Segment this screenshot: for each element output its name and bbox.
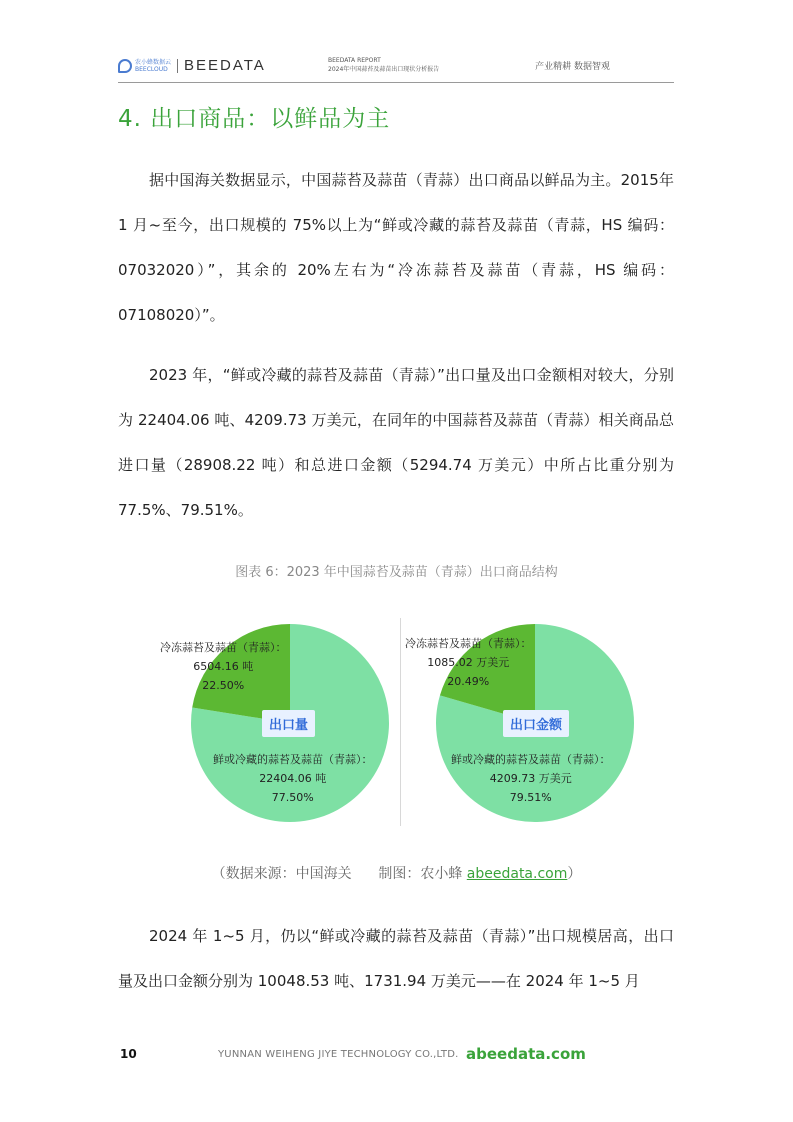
page-number: 10 <box>120 1047 137 1061</box>
source-prefix: （数据来源：中国海关 <box>211 866 352 882</box>
pie1-major-label-name: 鲜或冷藏的蒜苔及蒜苗（青蒜）： <box>213 753 373 766</box>
pie1-major-label <box>213 750 373 807</box>
pie2-minor-value: 1085.02 万美元 <box>427 656 510 669</box>
report-title-cn: 2024年中国蒜苔及蒜苗出口现状分析报告 <box>328 66 440 73</box>
pie1-center-label: 出口量 <box>262 710 315 737</box>
logo-divider <box>177 59 178 73</box>
pie1-minor-value: 6504.16 吨 <box>193 660 254 673</box>
pie2-major-pct: 79.51% <box>509 791 552 804</box>
pie2-minor-label-name: 冷冻蒜苔及蒜苗（青蒜）： <box>405 637 532 650</box>
footer-website[interactable]: abeedata.com <box>466 1045 586 1063</box>
pie1-minor-label-name: 冷冻蒜苔及蒜苗（青蒜）： <box>160 641 287 654</box>
pie2-major-label-name: 鲜或冷藏的蒜苔及蒜苗（青蒜）： <box>451 753 611 766</box>
paragraph-2-text: 2023 年，“鲜或冷藏的蒜苔及蒜苗（青蒜）”出口量及出口金额相对较大，分别为 22404.06 吨、4209.73 万美元，在同年的中国蒜苔及蒜苗（青蒜）相关商品总进口量（28908.22 吨）和总进口金额（5294.74 万美元）中所占比重分别为 77.5%、79.51%。 <box>118 366 674 519</box>
source-suffix: ） <box>567 866 582 882</box>
footer-company: YUNNAN WEIHENG JIYE TECHNOLOGY CO.,LTD. <box>218 1049 459 1060</box>
paragraph-2 <box>118 353 674 533</box>
pie1-minor-pct: 22.50% <box>202 679 245 692</box>
pie1-major-pct: 77.50% <box>271 791 314 804</box>
bee-logo-icon <box>118 59 132 73</box>
paragraph-1 <box>118 158 674 338</box>
pie2-minor-pct: 20.49% <box>447 675 490 688</box>
header-slogan: 产业精耕 数据智观 <box>535 62 610 72</box>
data-source-note <box>0 863 793 883</box>
section-title: 4. 出口商品：以鲜品为主 <box>118 106 391 132</box>
pie1-minor-label <box>160 638 287 695</box>
chart-divider <box>400 618 401 826</box>
source-link[interactable]: abeedata.com <box>466 866 568 882</box>
paragraph-3 <box>118 914 674 1004</box>
paragraph-1-text: 据中国海关数据显示，中国蒜苔及蒜苗（青蒜）出口商品以鲜品为主。2015年 1 月~至今，出口规模的 75%以上为“鲜或冷藏的蒜苔及蒜苗（青蒜，HS 编码：07032020）”，其余的 20%左右为“冷冻蒜苔及蒜苗（青蒜，HS 编码：07108020）”。 <box>118 171 674 324</box>
logo-text <box>135 59 171 73</box>
logo-line-2: BEECLOUD <box>135 65 168 73</box>
logo <box>118 57 266 74</box>
page-header <box>118 50 674 83</box>
brand-name: BEEDATA <box>184 57 266 74</box>
source-maker: 制图：农小蜂 <box>378 866 463 882</box>
pie2-minor-label <box>405 634 532 691</box>
report-title <box>328 56 439 74</box>
logo-line-1: 农小蜂数据云 <box>135 58 172 66</box>
paragraph-3-text: 2024 年 1~5 月，仍以“鲜或冷藏的蒜苔及蒜苗（青蒜）”出口规模居高，出口量及出口金额分别为 10048.53 吨、1731.94 万美元——在 2024 年 1~5 月 <box>118 927 674 990</box>
pie2-major-value: 4209.73 万美元 <box>489 772 572 785</box>
pie1-major-value: 22404.06 吨 <box>259 772 327 785</box>
pie2-center-label: 出口金额 <box>503 710 569 737</box>
report-title-en: BEEDATA REPORT <box>328 57 381 64</box>
pie2-major-label <box>451 750 611 807</box>
figure-caption: 图表 6：2023 年中国蒜苔及蒜苗（青蒜）出口商品结构 <box>235 565 558 580</box>
